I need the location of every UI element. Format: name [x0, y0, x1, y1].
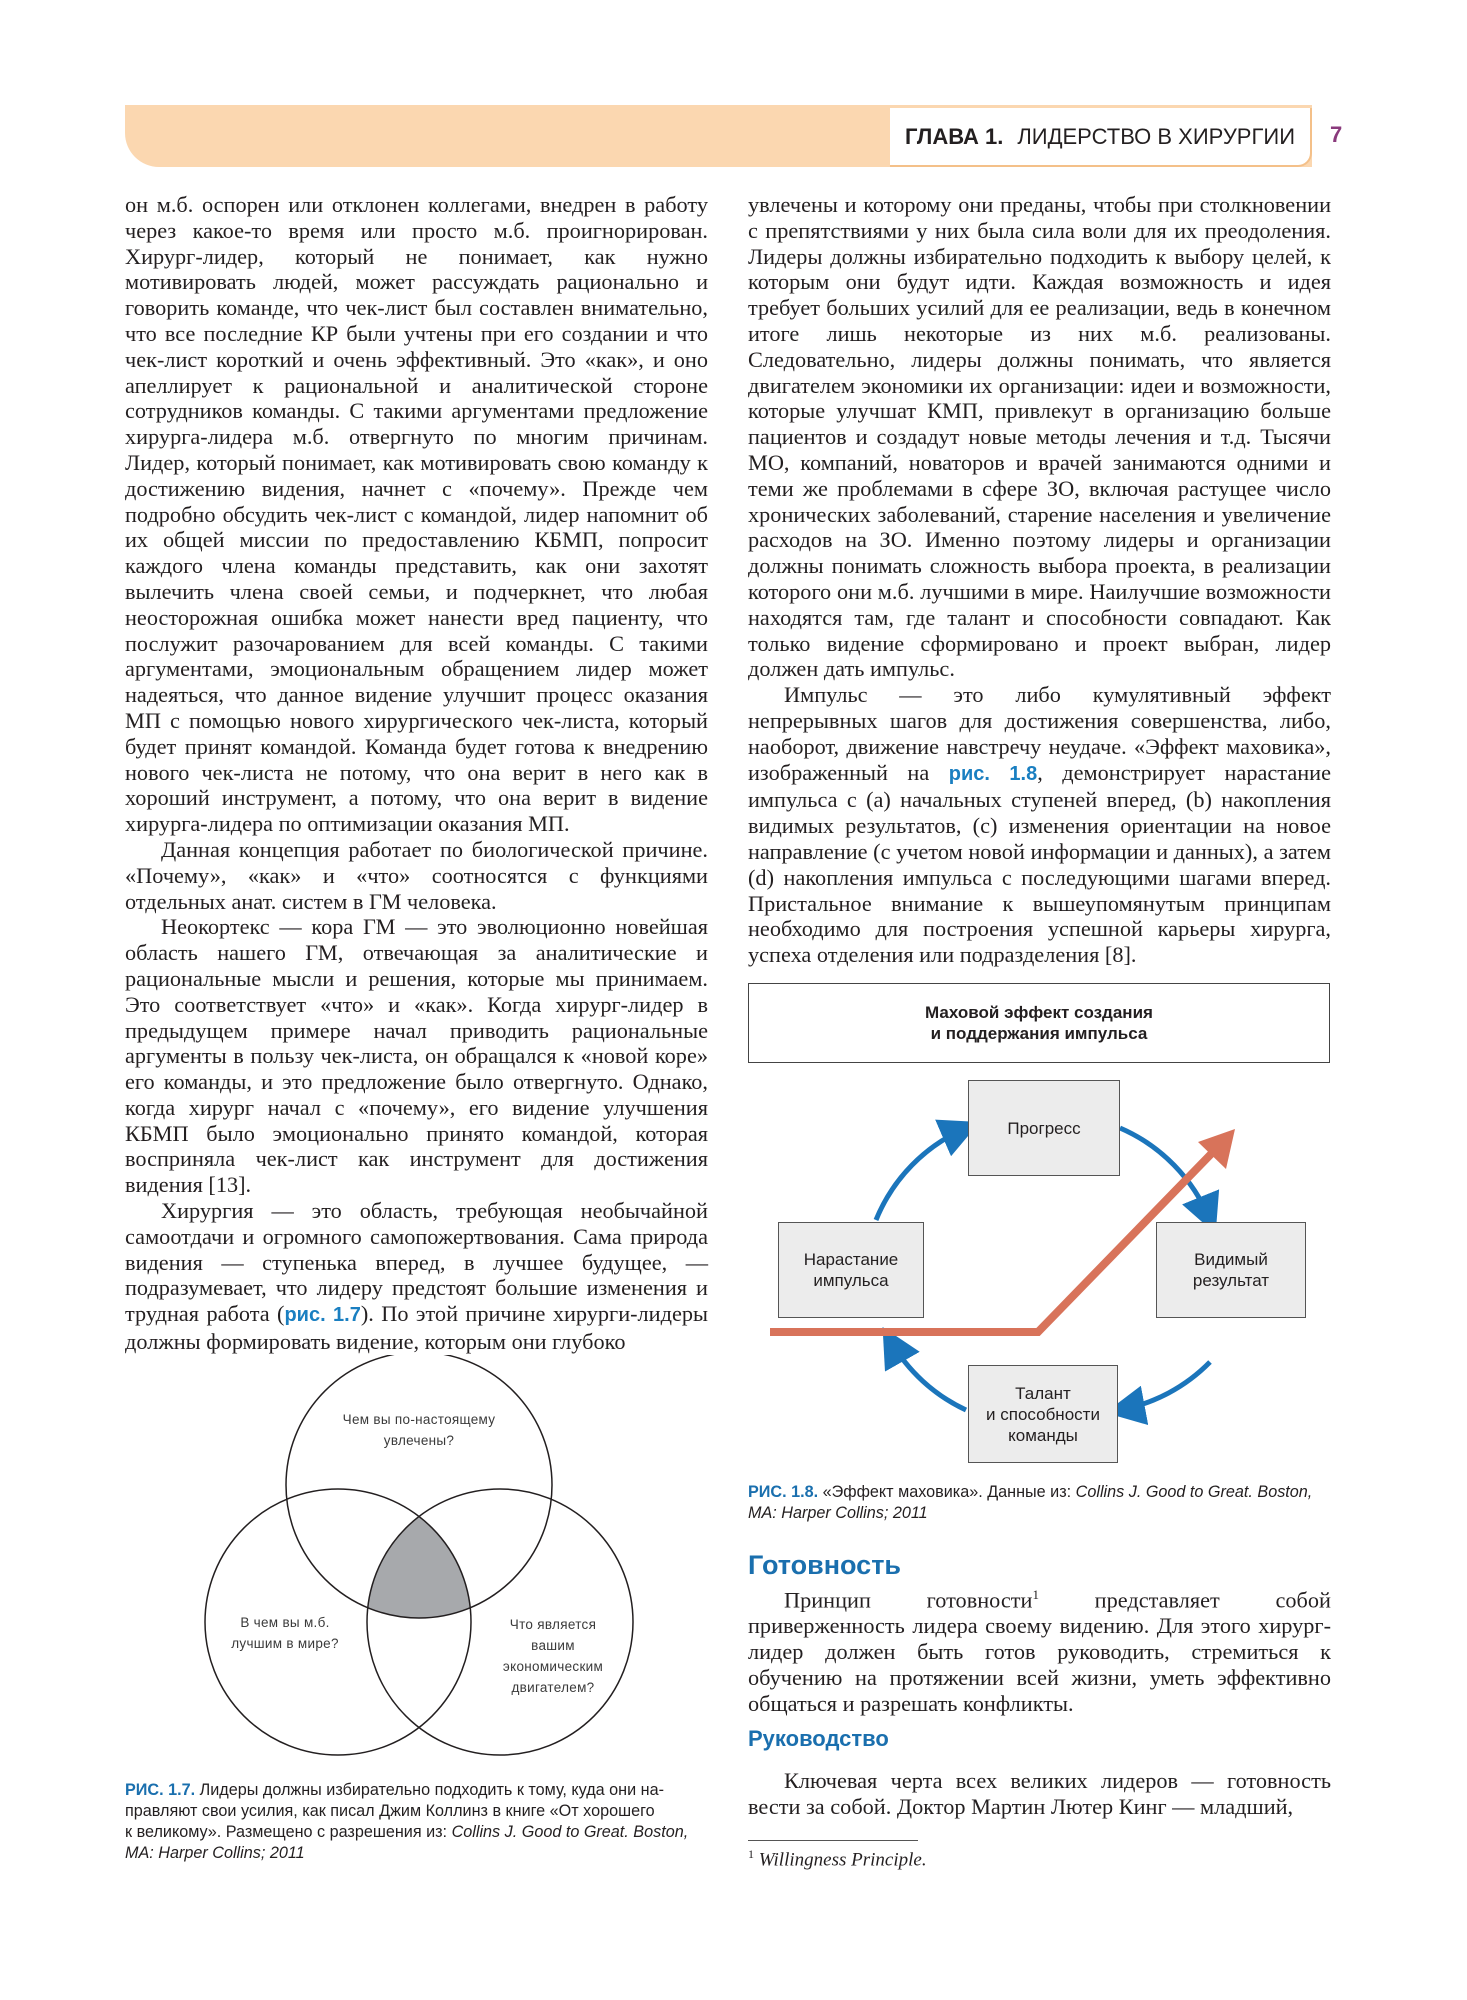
- figure-1-8-caption: [748, 1482, 1330, 1524]
- flywheel-title-line: Маховой эффект создания: [925, 1003, 1153, 1022]
- paragraph: он м.б. оспорен или отклонен коллегами, внедрен в работу через какое-то время или просто м.б. проигнорирован. Хирург-лидер, который не понимает, как нужно мотивировать людей, может рассуждать рационально и говорить команде, что чек-лист был составлен внимательно, что все последние КР были учтены при его создании и что чек-лист короткий и очень эффективный. Это «как», и оно апеллирует к рациональной и аналитической стороне сотрудников команды. С такими аргументами предложение хирурга-лидера м.б. отвергнуто по многим причинам. Лидер, который понимает, как мотивировать свою команду к достижению видения, начнет с «почему». Прежде чем подробно обсудить чек-лист с командой, лидер напомнит об их общей миссии по предоставлению КБМП, попросит каждого члена команды представить, как они захотят вылечить члена своей семьи, и подчеркнет, что любая неосторожная ошибка может нанести вред пациенту, что послужит разочарованием для всей команды. С такими аргументами, эмоциональным обращением лидер может надеяться, что данное видение улучшит процесс оказания МП с помощью нового хирургического чек-листа, который будет принят командой. Команда будет готова к внедрению нового чек-листа не потому, что она верит в него как в хороший инструмент, а потому, что она верит в видение хирурга-лидера по оптимизации оказания МП.: [125, 192, 708, 837]
- paragraph: [125, 1198, 708, 1355]
- caption-source: Collins J. Good to Great. Boston,: [1075, 1483, 1313, 1501]
- page-number: 7: [1330, 122, 1343, 147]
- caption-text: правляют свои усилия, как писал Джим Коллинз в книге «От хорошего: [125, 1802, 655, 1820]
- right-column: [748, 192, 1331, 968]
- venn-label-right: Что является: [509, 1617, 597, 1632]
- paragraph: [748, 1582, 1331, 1716]
- paragraph: Ключевая черта всех великих лидеров — готовность вести за собой. Доктор Мартин Лютер Кинг — младший,: [748, 1768, 1331, 1819]
- venn-label-top: увлечены?: [383, 1433, 455, 1448]
- footnote-rule: [748, 1840, 918, 1841]
- caption-source: MA: Harper Collins; 2011: [748, 1504, 928, 1522]
- box-label: импульса: [813, 1271, 889, 1290]
- footnote-number: 1: [748, 1847, 754, 1861]
- cycle-arrow: [876, 1128, 966, 1220]
- left-column: [125, 192, 708, 1355]
- cycle-arrow: [890, 1340, 966, 1410]
- box-label: Видимый: [1194, 1250, 1268, 1269]
- paragraph-text: Импульс — это либо кумулятивный эффект непрерывных шагов для достижения совершенства, либо, наоборот, движение навстречу неудаче. «Эффект маховика», изображенный на: [748, 682, 1331, 785]
- figure-1-7-caption: [125, 1780, 708, 1864]
- venn-label-left: В чем вы м.б.: [240, 1615, 330, 1630]
- paragraph: [748, 682, 1331, 968]
- box-momentum-growth: [778, 1222, 924, 1318]
- box-team-talent: [968, 1365, 1118, 1463]
- readiness-text: [748, 1582, 1331, 1716]
- caption-label: РИС. 1.8.: [748, 1483, 819, 1501]
- box-visible-result: [1156, 1222, 1306, 1318]
- caption-source: MA: Harper Collins; 2011: [125, 1844, 305, 1862]
- flywheel-title-line: и поддержания импульса: [930, 1024, 1148, 1043]
- caption-text: к великому». Размещено с разрешения из:: [125, 1823, 448, 1841]
- caption-source: Collins J. Good to Great. Boston,: [451, 1823, 689, 1841]
- section-heading-leadership: Руководство: [748, 1726, 889, 1751]
- chapter-label: ГЛАВА 1.: [904, 123, 1004, 149]
- venn-label-right: двигателем?: [511, 1680, 595, 1695]
- paragraph: увлечены и которому они преданы, чтобы при столкновении с препятствиями у них была сила воли для их преодоления. Лидеры должны избирательно подходить к выбору целей, к которым они будут идти. Каждая возможность и идея требует больших усилий для ее реализации, ведь в конечном итоге лишь некоторые из них м.б. реализованы. Следовательно, лидеры должны понимать, что является двигателем экономики их организации: идеи и возможности, которые улучшат КМП, привлекут в организацию больше пациентов и создадут новые методы лечения и т.д. Тысячи МО, компаний, новаторов и врачей занимаются одними и теми же проблемами в сфере ЗО, включая растущее число хронических заболеваний, старение населения и увеличение расходов на ЗО. Именно поэтому лидеры и организации должны понимать сложность выбора проекта, в реализации которого они м.б. лучшими в мире. Наилучшие возможности находятся там, где талант и способности совпадают. Как только видение сформировано и проект выбран, лидер должен дать импульс.: [748, 192, 1331, 682]
- paragraph-text: , демонстрирует нарастание импульса с (a) начальных ступеней вперед, (b) накопления видимых результатов, (c) изменения ориентации на новое направление (с учетом новой информации и данных), а затем (d) накопления импульса с последующими шагами вперед. Пристальное внимание к вышеупомянутым принципам необходимо для построения успешной карьеры хирурга, успеха отделения или подразделения [8].: [748, 759, 1331, 968]
- caption-label: РИС. 1.7.: [125, 1781, 196, 1799]
- paragraph: Данная концепция работает по биологической причине. «Почему», «как» и «что» соотносятся с функциями отдельных анат. систем в ГМ человека.: [125, 836, 708, 914]
- venn-label-right: экономическим: [502, 1659, 604, 1674]
- footnote-mark[interactable]: 1: [1032, 1587, 1039, 1602]
- paragraph-text: ). По этой причине хирурги-лидеры должны формировать видение, которым они глубоко: [125, 1301, 708, 1355]
- venn-diagram: [190, 1355, 650, 1775]
- box-label: и способности: [986, 1404, 1100, 1424]
- footnote: [748, 1847, 927, 1871]
- box-label: Нарастание: [803, 1250, 899, 1269]
- caption-text: «Эффект маховика». Данные из:: [822, 1483, 1072, 1501]
- box-progress: [968, 1080, 1120, 1176]
- box-label: команды: [1008, 1425, 1078, 1445]
- paragraph-text: представляет собой приверженность лидера своему видению. Для этого хирург-лидер должен быть готов руководить, стремиться к обучению на протяжении всей жизни, уметь эффективно общаться и разрешать конфликты.: [748, 1587, 1331, 1716]
- caption-text: Лидеры должны избирательно подходить к тому, куда они на-: [199, 1781, 664, 1799]
- flywheel-title-box: [748, 983, 1330, 1063]
- section-heading-readiness: Готовность: [748, 1550, 902, 1580]
- paragraph-text: Хирургия — это область, требующая необычайной самоотдачи и огромного самопожертвования. Сама природа видения — ступенька вперед, в лучшее будущее, — подразумевает, что лидеру предстоят большие изменения и трудная работа (: [125, 1198, 708, 1327]
- chapter-title: ЛИДЕРСТВО В ХИРУРГИИ: [1017, 123, 1296, 149]
- venn-label-top: Чем вы по-настоящему: [342, 1412, 496, 1427]
- figure-link-1-7[interactable]: рис. 1.7: [284, 1304, 361, 1327]
- paragraph-text: Принцип готовности: [784, 1587, 1033, 1613]
- venn-label-left: лучшим в мире?: [231, 1636, 339, 1651]
- cycle-arrow: [1120, 1362, 1210, 1410]
- running-header: [890, 108, 1312, 167]
- footnote-text: Willingness Principle.: [754, 1849, 927, 1871]
- box-label: результат: [1192, 1271, 1270, 1290]
- box-label: Талант: [1015, 1383, 1071, 1403]
- leadership-text: [748, 1768, 1331, 1820]
- box-label: Прогресс: [1007, 1118, 1081, 1138]
- venn-label-right: вашим: [531, 1638, 575, 1653]
- paragraph: Неокортекс — кора ГМ — это эволюционно новейшая область нашего ГМ, отвечающая за аналитические и рациональные мысли и решения, которые мы принимаем. Это соответствует «что» и «как». Когда хирург-лидер в предыдущем примере начал приводить рациональные аргументы в пользу чек-листа, он обращался к «новой коре» его команды, и это предложение было отвергнуто. Однако, когда хирург начал с «почему», его видение улучшения КБМП было эмоционально принято командой, которая восприняла чек-лист как инструмент для достижения видения [13].: [125, 914, 708, 1198]
- figure-link-1-8[interactable]: рис. 1.8: [948, 762, 1038, 785]
